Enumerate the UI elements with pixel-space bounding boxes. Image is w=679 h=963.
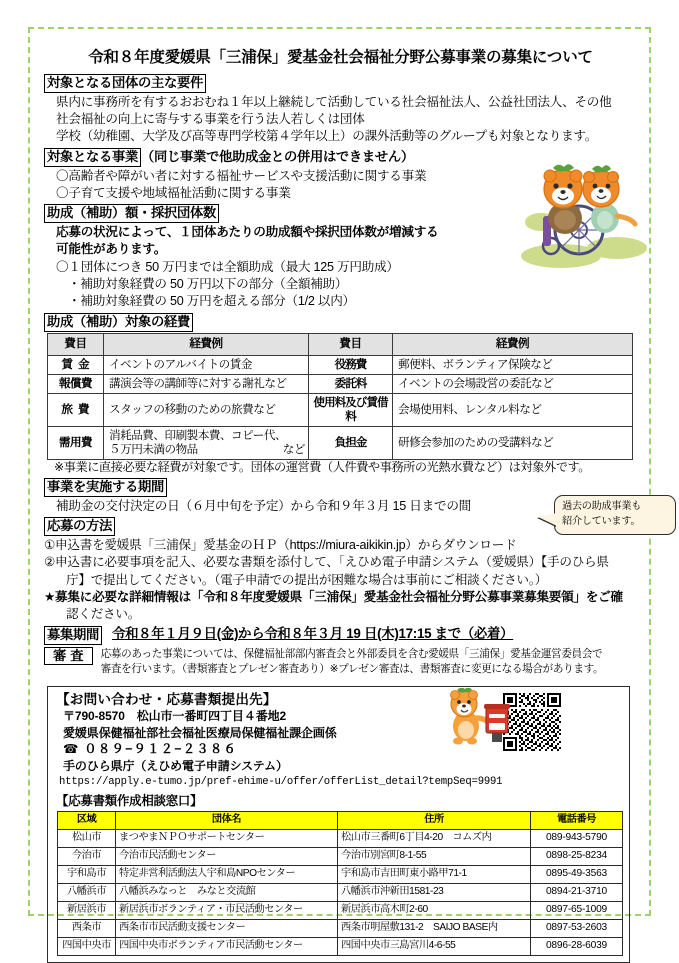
center-phone: 0896-28-6039 [531,937,623,955]
expense-example: 講演会等の講師等に対する謝礼など [104,374,309,393]
center-phone: 0897-53-2603 [531,919,623,937]
expense-example: 会場使用料、レンタル料など [393,393,633,426]
center-area: 西条市 [58,919,116,937]
center-area: 四国中央市 [58,937,116,955]
center-name: まつやまＮＰＯサポートセンター [116,829,338,847]
expense-col-example-2: 経費例 [393,333,633,355]
table-row [58,829,623,847]
center-address: 今治市別宮町8-1-55 [338,847,531,865]
grant-lead-line-1: 応募の状況によって、１団体あたりの助成額や採択団体数が増減する [56,224,439,239]
table-row [58,865,623,883]
expense-item: 役務費 [309,355,393,374]
eligible-projects-line-2: 〇子育て支援や地域福祉活動に関する事業 [56,185,291,200]
expense-col-kamoku-1: 費目 [48,333,104,355]
section-heading: 対象となる団体の主な要件 [44,74,206,93]
center-name: 四国中央市ボランティア市民活動センター [116,937,338,955]
expense-example: イベントの会場設営の委託など [393,374,633,393]
section-heading: 応募の方法 [44,517,115,536]
application-period-label: 募集期間 [44,626,102,645]
table-row [58,937,623,955]
center-area: 八幡浜市 [58,883,116,901]
centers-table-body [58,829,623,955]
table-row [58,901,623,919]
eligible-orgs-line-3: 学校（幼稚園、大学及び高等専門学校第４学年以上）の課外活動等のグループも対象となります。 [56,129,598,144]
mascot-wheelchair-icon [517,160,649,272]
contact-url[interactable]: https://apply.e-tumo.jp/pref-ehime-u/offer/offerList_detail?tempSeq=9991 [59,776,503,788]
eligible-orgs-line-1: 県内に事務所を有するおおむね１年以上継続して活動している社会福祉法人、公益社団法人、その他 [56,94,612,109]
grant-bullet: 〇１団体につき 50 万円までは全額助成（最大 125 万円助成） [56,259,399,274]
callout-bubble [554,495,676,535]
eligible-orgs-line-2: 社会福祉の向上に寄与する事業を行う法人若しくは団体 [56,112,365,127]
table-row [48,427,633,460]
center-area: 松山市 [58,829,116,847]
period-line: 補助金の交付決定の日（６月中旬を予定）から令和９年３月 15 日までの間 [56,498,472,513]
center-phone: 0898-25-8234 [531,847,623,865]
section-expenses-header [44,313,637,332]
callout-line-2: 紹介しています。 [562,515,641,527]
center-name: 新居浜市ボランティア・市民活動センター [116,901,338,919]
apply-step-1: ①申込書を愛媛県「三浦保」愛基金のＨＰ（https://miura-aikikin.jp）からダウンロード [44,537,517,552]
grant-lead-line-2: 可能性があります。 [56,242,167,257]
center-phone: 089-943-5790 [531,829,623,847]
callout-line-1: 過去の助成事業も [562,501,642,512]
contact-postal-address: 〒790-8570 松山市一番町四丁目４番地2 [63,709,287,724]
center-name: 今治市民活動センター [116,847,338,865]
center-area: 宇和島市 [58,865,116,883]
eligible-projects-line-1: 〇高齢者や障がい者に対する福祉サービスや支援活動に関する事業 [56,168,427,183]
expense-example-line-2-text: ５万円未満の物品 [109,443,198,457]
center-address: 西条市明屋敷131-2 SAIJO BASE内 [338,919,531,937]
apply-step-2-cont: 庁】で提出してください。（電子申請での提出が困難な場合は事前にご相談ください。） [66,572,548,587]
contact-title: 【お問い合わせ・応募書類提出先】 [56,691,277,707]
table-row [58,883,623,901]
grant-sub-1: ・補助対象経費の 50 万円以下の部分（全額補助） [68,277,348,292]
section-heading: 対象となる事業 [44,148,141,167]
contact-box [47,686,630,963]
expense-example-multiline [104,427,309,460]
bubble-tail-icon [538,513,557,526]
expense-item: 委託料 [309,374,393,393]
expense-example-line-2 [109,443,305,457]
table-row [48,355,633,374]
expense-item: 負担金 [309,427,393,460]
center-name: 特定非営利活動法人宇和島NPOセンター [116,865,338,883]
review-label: 審査 [44,647,93,666]
expense-example: イベントのアルバイトの賃金 [104,355,309,374]
center-name: 西条市市民活動支援センター [116,919,338,937]
centers-col-address: 住所 [338,811,531,829]
apply-note: ★募集に必要な詳細情報は「令和８年度愛媛県「三浦保」愛基金社会福祉分野公募事業募集要領」をご確 [44,590,623,605]
section-heading: 事業を実施する期間 [44,478,167,497]
center-phone: 0894-21-3710 [531,883,623,901]
review-line-2: 審査を行います。（書類審査とプレゼン審査あり）※プレゼン審査は、書類審査に変更になる場合があります。 [100,662,604,675]
center-area: 新居浜市 [58,901,116,919]
expense-item: 使用料及び賃借料 [309,393,393,426]
centers-table [57,811,623,956]
center-address: 宇和島市吉田町東小路甲71-1 [338,865,531,883]
grant-sub-2: ・補助対象経費の 50 万円を超える部分（1/2 以内） [68,294,355,309]
expense-item: 報償費 [48,374,104,393]
apply-step-2: ②申込書に必要事項を記入、必要な書類を添付して、「えひめ電子申請システム（愛媛県）【手のひら県 [44,555,609,570]
apply-note-cont: 認ください。 [66,607,141,622]
expense-example: 郵便料、ボランティア保険など [393,355,633,374]
table-row [58,919,623,937]
center-phone: 0897-65-1009 [531,901,623,919]
center-address: 松山市三番町6丁目4-20 コムズ内 [338,829,531,847]
center-area: 今治市 [58,847,116,865]
centers-col-area: 区域 [58,811,116,829]
centers-col-name: 団体名 [116,811,338,829]
section-heading-suffix: （同じ事業で他助成金との併用はできません） [140,148,414,164]
center-address: 四国中央市三島宮川4-6-55 [338,937,531,955]
review-text [93,647,604,677]
mascot-mailbox-icon [442,688,514,746]
expense-item: 需用費 [48,427,104,460]
center-phone: 0895-49-3563 [531,865,623,883]
application-period-value: 令和８年１月９日(金)から令和８年３月 19 日(木)17:15 まで（必着） [112,625,514,641]
center-address: 八幡浜市沖新田1581-23 [338,883,531,901]
expense-example-line-2-suffix: など [282,443,305,457]
section-period-header [44,478,637,497]
table-header-row [48,333,633,355]
contact-department: 愛媛県保健福祉部社会福祉医療局保健福祉課企画係 [63,725,337,740]
expense-table [47,333,633,461]
expense-note: ※事業に直接必要な経費が対象です。団体の運営費（人件費や事務所の光熱水費など）は対象外です。 [54,460,590,475]
expense-example: 研修会参加のための受講料など [393,427,633,460]
expense-example: スタッフの移動のための旅費など [104,393,309,426]
expense-example-line-1: 消耗品費、印刷製本費、コピー代、 [109,429,287,443]
expense-item: 旅費 [48,393,104,426]
review-row [44,647,637,677]
center-address: 新居浜市高木町2-60 [338,901,531,919]
table-row [58,847,623,865]
section-heading: 助成（補助）額・採択団体数 [44,204,219,223]
centers-col-phone: 電話番号 [531,811,623,829]
expense-col-kamoku-2: 費目 [309,333,393,355]
table-header-row [58,811,623,829]
table-row [48,393,633,426]
table-row [48,374,633,393]
review-line-1: 応募のあった事業については、保健福祉部部内審査会と外部委員を含む愛媛県「三浦保」愛基金運営委員会で [100,647,603,660]
expense-col-example-1: 経費例 [104,333,309,355]
contact-phone-number: ０８９−９１２−２３８６ [84,742,238,757]
expense-item: 賃金 [48,355,104,374]
section-heading: 助成（補助）対象の経費 [44,313,193,332]
consultation-window-title: 【応募書類作成相談窓口】 [56,793,203,808]
application-period-row [44,626,637,645]
section-eligible-orgs-header [44,74,637,93]
phone-icon: ☎ [63,742,80,757]
contact-system-name: 手のひら県庁（えひめ電子申請システム） [63,759,288,774]
page-title: 令和８年度愛媛県「三浦保」愛基金社会福祉分野公募事業の募集について [88,49,593,66]
center-name: 八幡浜みなっと みなと交流館 [116,883,338,901]
